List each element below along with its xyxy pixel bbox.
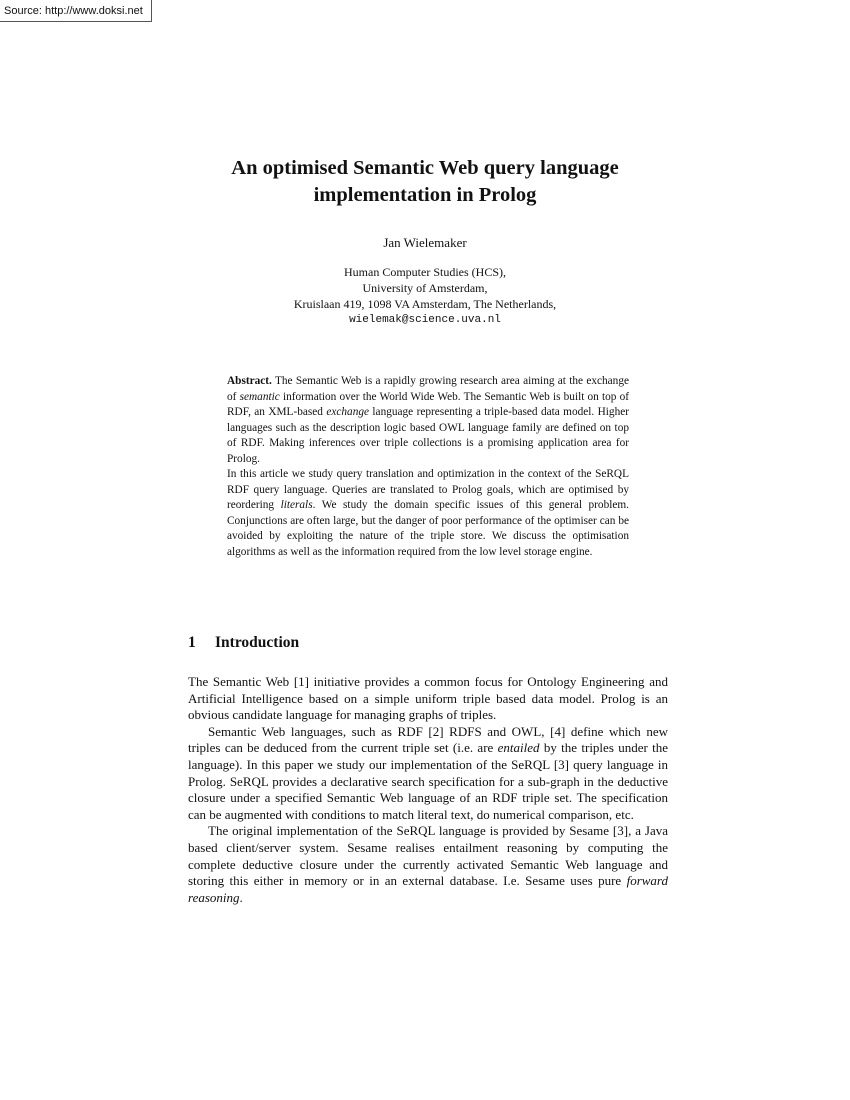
intro-paragraph-2: [188, 724, 668, 824]
section-number: 1: [188, 634, 196, 651]
affiliation-block: [0, 264, 850, 328]
affiliation-line-2: University of Amsterdam,: [362, 281, 488, 295]
paper-title: [0, 155, 850, 209]
emphasis: exchange: [326, 406, 370, 418]
section-title: Introduction: [215, 634, 300, 651]
body-text: by the triples under the language). In this paper we study our implementation of the SeRQL [3] query language in Prolog. SeRQL provides a declarative search specification for a sub-graph in the deductive closure under a specified Semantic Web language of an RDF triple set. The specification can be augmented with conditions to match literal text, do numerical comparison, etc.: [188, 740, 669, 822]
abstract-block: [227, 374, 629, 560]
source-watermark: Source: http://www.doksi.net: [0, 0, 152, 22]
introduction-body: [188, 674, 668, 906]
abstract-text: information over the World Wide Web. The Semantic Web is built on top of RDF, an XML-based: [227, 390, 630, 418]
abstract-text: The Semantic Web is a rapidly growing research area aiming at the exchange of: [227, 375, 629, 403]
emphasis: forward reasoning: [188, 873, 669, 905]
body-text: .: [239, 889, 243, 905]
affiliation-line-1: Human Computer Studies (HCS),: [344, 265, 506, 279]
abstract-paragraph-1: [227, 374, 629, 467]
title-line-1: An optimised Semantic Web query language: [231, 157, 619, 179]
body-text: Semantic Web languages, such as RDF [2] RDFS and OWL, [4] define which new triples can be deduced from the current triple set (i.e. are: [188, 723, 668, 756]
author-name: Jan Wielemaker: [383, 235, 467, 250]
emphasis: literals: [280, 499, 313, 511]
emphasis: entailed: [497, 740, 540, 756]
abstract-text: . We study the domain specific issues of this general problem. Conjunctions are often large, but the danger of poor performance of the optimiser can be avoided by exploiting the nature of the triple store. We discuss the optimisation algorithms as well as the information required from the low level storage engine.: [227, 499, 629, 558]
abstract-label: Abstract.: [227, 375, 272, 387]
intro-paragraph-1: The Semantic Web [1] initiative provides a common focus for Ontology Engineering and Artificial Intelligence based on a simple uniform triple based data model. Prolog is an obvious candidate language for managing graphs of triples.: [188, 674, 668, 723]
author-email: wielemak@science.uva.nl: [349, 314, 501, 326]
title-line-2: implementation in Prolog: [313, 184, 537, 206]
abstract-paragraph-2: [227, 467, 629, 560]
section-heading: [188, 634, 299, 652]
emphasis: semantic: [239, 390, 280, 403]
abstract-text: language representing a triple-based data model. Higher languages such as the description logic based OWL language family are defined on top of RDF. Making inferences over triple collections is a promising application area for Prolog.: [227, 406, 630, 465]
intro-paragraph-3: [188, 823, 668, 906]
abstract-text: In this article we study query translation and optimization in the context of the SeRQL RDF query language. Queries are translated to Prolog goals, which are optimised by reordering: [227, 468, 629, 511]
affiliation-line-3: Kruislaan 419, 1098 VA Amsterdam, The Netherlands,: [293, 297, 557, 311]
body-text: The original implementation of the SeRQL language is provided by Sesame [3], a Java based client/server system. Sesame realises entailment reasoning by computing the complete deductive closure under the currently activated Semantic Web language and storing this either in memory or in an external database. I.e. Sesame uses pure: [188, 823, 668, 889]
